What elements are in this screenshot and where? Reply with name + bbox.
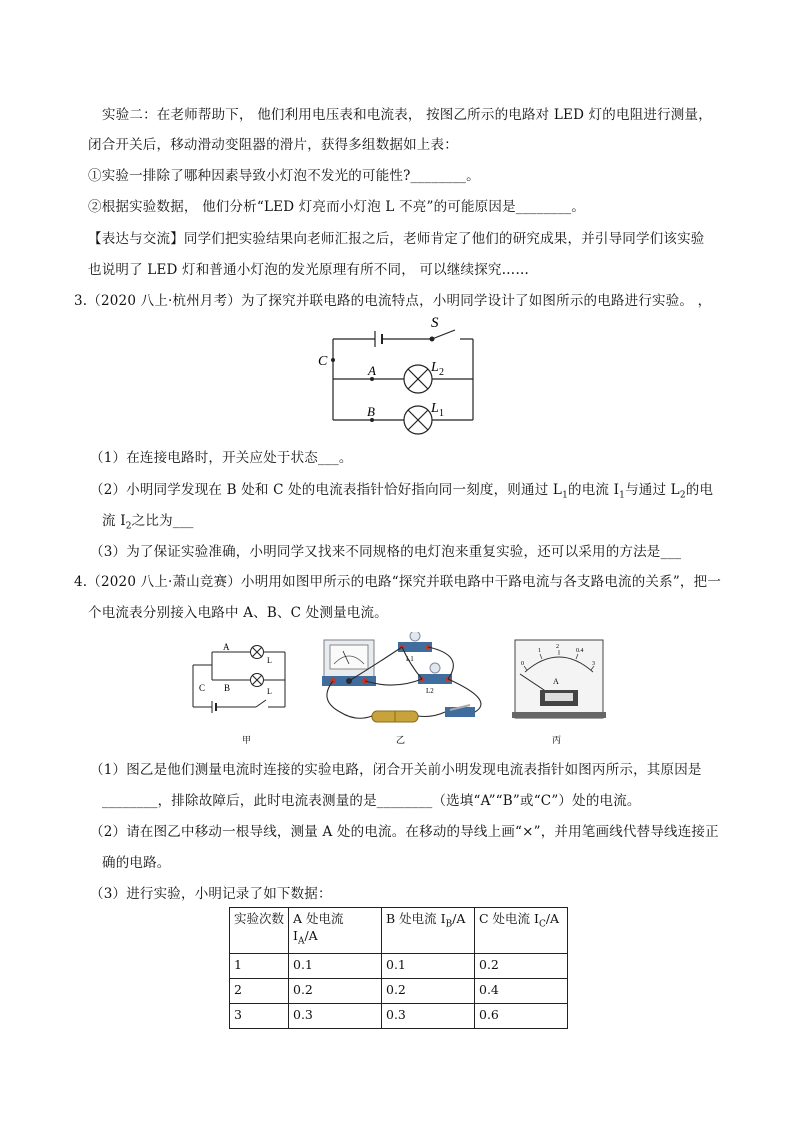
fig-jia-c-label: C (199, 683, 206, 693)
q4-sub2-cont: 确的电路。 (102, 855, 171, 871)
svg-text:L2: L2 (426, 687, 434, 695)
lamp-l2-sub: 2 (439, 367, 444, 378)
question-2: ②根据实验数据， 他们分析“LED 灯亮而小灯泡 L 不亮”的可能原因是________。 (88, 199, 586, 215)
question-1: ①实验一排除了哪种因素导致小灯泡不发光的可能性?________。 (88, 168, 480, 184)
q3-sub2: （2）小明同学发现在 B 处和 C 处的电流表指针恰好指向同一刻度，则通过 $L_1$的电流 $I_1$与通过 $L_2$的电 (90, 482, 714, 501)
paragraph-experiment-two: 实验二：在老师帮助下， 他们利用电压表和电流表， 按图乙所示的电路对 LED 灯的电阻进行测量， (102, 107, 712, 123)
table-cell: 0.2 (475, 953, 568, 978)
header-a-current: A 处电流 $I_A/A$ (289, 908, 382, 954)
fig-jia-b-label: B (224, 683, 231, 693)
figure-jia-circuit (186, 636, 296, 746)
table-row (230, 953, 568, 978)
lamp-l1-sub: 1 (439, 408, 444, 419)
q4-sub2: （2）请在图乙中移动一根导线，测量 A 处的电流。在移动的导线上画“×”，并用笔画线代替导线连接正 (90, 824, 719, 840)
table-cell: 0.6 (475, 1003, 568, 1028)
svg-text:1: 1 (538, 648, 541, 654)
table-row (230, 1003, 568, 1028)
point-c-label: C (318, 354, 328, 369)
paragraph-experiment-two-cont: 闭合开关后，移动滑动变阻器的滑片，获得多组数据如上表： (88, 137, 458, 153)
table-cell: 1 (230, 953, 289, 978)
q4-sub3: （3）进行实验，小明记录了如下数据： (90, 886, 332, 902)
q3-sub1: （1）在连接电路时，开关应处于状态___。 (90, 450, 353, 466)
meter-unit-label: A (553, 677, 559, 686)
header-b-current: B 处电流 $I_B/A$ (382, 908, 475, 954)
svg-text:3: 3 (592, 661, 595, 667)
point-a-label: A (368, 363, 376, 378)
fig-yi-caption: 乙 (396, 735, 406, 745)
q4-sub1: （1）图乙是他们测量电流时连接的实验电路，闭合开关前小明发现电流表指针如图丙所示，其原因是 (90, 762, 702, 778)
table-cell: 0.3 (289, 1003, 382, 1028)
table-cell: 0.2 (382, 978, 475, 1003)
svg-text:L1: L1 (406, 655, 414, 663)
lamp-l1-label: L (431, 401, 439, 416)
paragraph-expression-cont: 也说明了 LED 灯和普通小灯泡的发光原理有所不同， 可以继续探究…… (88, 262, 530, 278)
q3-sub2-cont: 流 $I_2$之比为___ (102, 513, 194, 532)
q3-title: 3.（2020 八上·杭州月考）为了探究并联电路的电流特点，小明同学设计了如图所示的电路进行实验。 ， (74, 293, 712, 309)
table-cell: 0.2 (289, 978, 382, 1003)
table-cell: 0.1 (382, 953, 475, 978)
figure-bing-meter (510, 636, 610, 748)
svg-text:2: 2 (556, 644, 559, 650)
table-cell: 2 (230, 978, 289, 1003)
table-row (230, 978, 568, 1003)
fig-bing-caption: 丙 (552, 735, 562, 745)
table-cell: 0.4 (475, 978, 568, 1003)
q4-sub1-cont: ________，排除故障后，此时电流表测量的是________（选填“A”“B”或“C”）处的电流。 (102, 793, 641, 809)
point-b-label: B (367, 404, 375, 419)
paragraph-expression: 【表达与交流】同学们把实验结果向老师汇报之后，老师肯定了他们的研究成果，并引导同学们该实验 (88, 231, 705, 247)
table-cell: 0.3 (382, 1003, 475, 1028)
fig-jia-l1-label: L (267, 656, 272, 665)
q3-sub3: （3）为了保证实验准确，小明同学又找来不同规格的电灯泡来重复实验，还可以采用的方法是___ (90, 544, 682, 560)
fig-jia-caption: 甲 (242, 735, 252, 745)
q3-circuit-diagram (310, 312, 490, 437)
table-cell: 0.1 (289, 953, 382, 978)
table-header-row (230, 908, 568, 954)
header-c-current: C 处电流 $I_C/A$ (475, 908, 568, 954)
q4-title: 4.（2020 八上·萧山竞赛）小明用如图甲所示的电路“探究并联电路中干路电流与各支路电流的关系”，把一 (74, 574, 722, 590)
svg-text:0.4: 0.4 (576, 648, 584, 654)
figure-yi-apparatus (318, 632, 490, 750)
table-cell: 3 (230, 1003, 289, 1028)
lamp-l2-label: L (431, 360, 439, 375)
svg-text:0: 0 (521, 661, 524, 667)
fig-jia-l2-label: L (267, 687, 272, 696)
data-table (229, 907, 568, 1029)
fig-jia-a-label: A (223, 642, 230, 652)
q4-title-cont: 个电流表分别接入电路中 A、B、C 处测量电流。 (88, 605, 388, 621)
switch-label: S (431, 315, 439, 331)
header-trial: 实验次数 (230, 908, 289, 954)
